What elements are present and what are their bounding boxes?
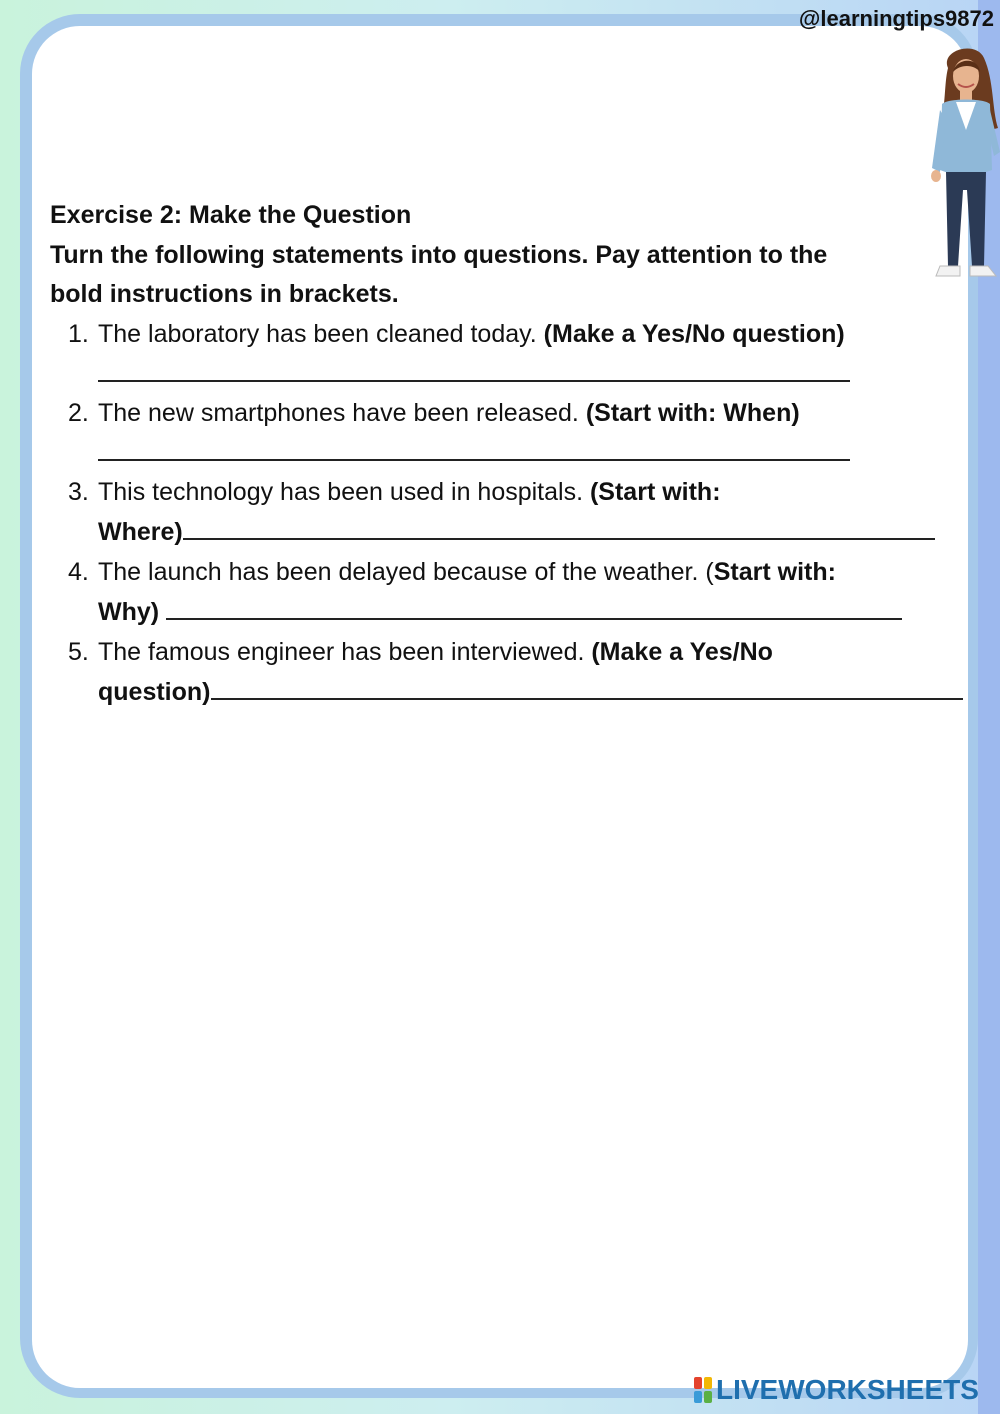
question-statement: The laboratory has been cleaned today. [98, 319, 544, 348]
question-instruction-cont: Where) [98, 518, 183, 546]
question-item-2 [50, 394, 980, 473]
exercise-content [50, 196, 980, 713]
question-instruction-cont: Why) [98, 598, 160, 626]
answer-line [98, 433, 980, 473]
answer-blank[interactable] [183, 512, 935, 540]
question-number: 1. [68, 319, 89, 348]
question-item-4 [50, 553, 980, 633]
exercise-title: Exercise 2: Make the Question [50, 201, 412, 229]
question-number: 2. [68, 398, 89, 427]
question-number: 4. [68, 557, 89, 586]
question-item-1 [50, 315, 980, 394]
question-instruction: (Make a Yes/No [591, 637, 773, 666]
question-item-5 [50, 633, 980, 713]
question-item-3 [50, 473, 980, 553]
question-statement: This technology has been used in hospitals. [98, 477, 590, 506]
watermark-handle: @learningtips9872 [798, 6, 994, 31]
answer-blank[interactable] [98, 354, 850, 382]
answer-line [98, 354, 980, 394]
logo-squares-icon [694, 1377, 712, 1403]
question-list [50, 315, 980, 713]
instructions-line-1: Turn the following statements into questions. Pay attention to the [50, 240, 828, 269]
question-instruction-cont: question) [98, 678, 211, 706]
question-statement: The famous engineer has been interviewed. [98, 637, 592, 666]
question-instruction: (Start with: When) [585, 398, 800, 427]
instructions-line-2: bold instructions in brackets. [50, 280, 399, 308]
question-instruction: (Make a Yes/No question) [543, 319, 845, 348]
question-number: 5. [68, 637, 89, 666]
question-statement: The launch has been delayed because of the weather. ( [98, 557, 714, 586]
answer-blank[interactable] [98, 433, 850, 461]
question-statement: The new smartphones have been released. [98, 398, 586, 427]
question-instruction: Start with: [713, 557, 836, 586]
liveworksheets-logo [694, 1374, 979, 1406]
answer-blank[interactable] [211, 672, 963, 700]
question-number: 3. [68, 477, 89, 506]
brand-name: LIVEWORKSHEETS [716, 1374, 979, 1405]
answer-blank[interactable] [166, 592, 902, 620]
question-instruction: (Start with: [589, 477, 721, 506]
